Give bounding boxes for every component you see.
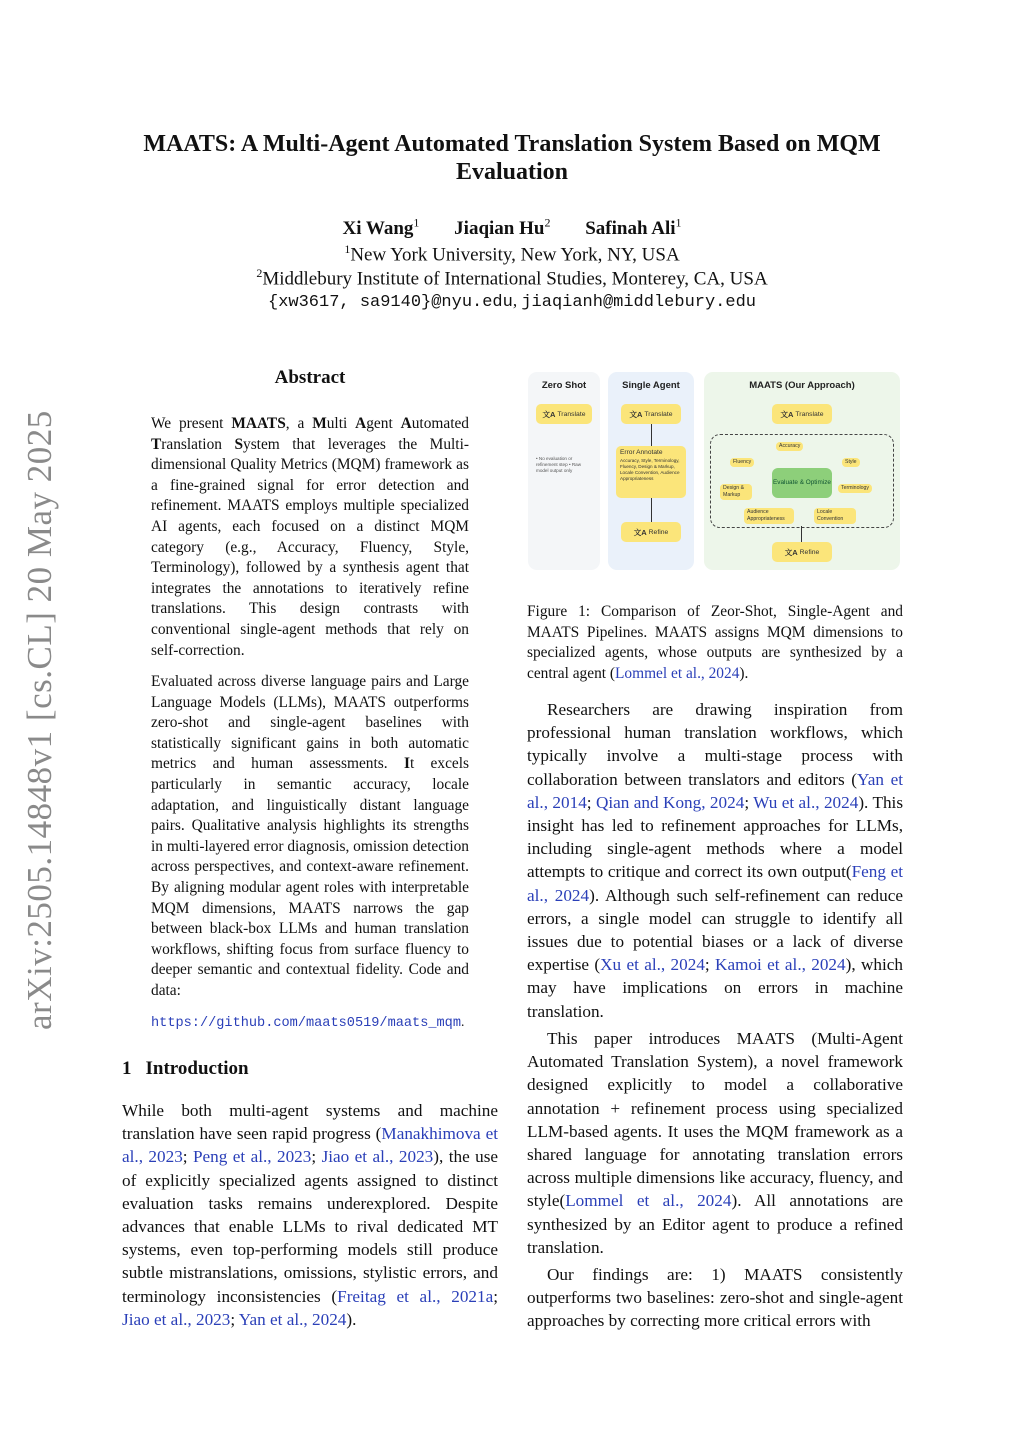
- citation-link[interactable]: Manakhimova et al., 2023: [122, 1124, 499, 1167]
- translate-icon: 文A: [542, 409, 556, 419]
- text-run: ).: [346, 1309, 357, 1329]
- citation-link[interactable]: Lommel et al., 2024: [565, 1191, 732, 1211]
- citation-link[interactable]: Wu et al., 2024: [753, 792, 859, 812]
- agent-fluency: Fluency: [730, 458, 754, 467]
- paper-title: MAATS: A Multi-Agent Automated Translation System Based on MQM Evaluation: [143, 131, 881, 185]
- abstract-paragraph: We present MAATS, a Multi Agent Automated Translation System that leverages the Multi-dimensional Quality Metrics (MQM) framework as a fine-grained signal for error detection and refinement. MAATS employs multiple specialized AI agents, each focused on a distinct MQM category (e.g., Accuracy, Fluency, Style, Terminology), followed by a synthesis agent that integrates the annotations to iteratively refine translations. This design contrasts with conventional single-agent methods that rely on self-correction.: [151, 415, 470, 659]
- email[interactable]: {xw3617, sa9140}@nyu.edu: [268, 293, 513, 312]
- email[interactable]: jiaqianh@middlebury.edu: [521, 293, 756, 312]
- refine-node: 文A Refine: [772, 542, 832, 562]
- citation-link[interactable]: Jiao et al., 2023: [122, 1309, 231, 1329]
- author: Xi Wang$^1$: [342, 216, 420, 240]
- arxiv-stamp: arXiv:2505.14848v1 [cs.CL] 20 May 2025: [20, 410, 59, 1030]
- translate-icon: 文A: [629, 409, 643, 419]
- text-run: ). Although such self-refinement can reduce errors, a single model can struggle to identify all issues due to potential biases or a lack of diverse expertise (: [527, 885, 903, 975]
- translate-node: 文A Translate: [536, 404, 592, 424]
- affiliation: $^1$New York University, New York, NY, USA: [344, 242, 680, 266]
- citation-link[interactable]: Peng et al., 2023: [192, 1147, 312, 1167]
- flow-arrow: [651, 424, 652, 446]
- text-run: While both multi-agent systems and machine translation have seen rapid progress (: [122, 1101, 498, 1144]
- section-heading: 1 Introduction: [122, 1058, 249, 1079]
- intro-paragraph: [122, 1099, 498, 1331]
- body-paragraph: [527, 698, 903, 1023]
- agent-locale: Locale Convention: [814, 508, 856, 524]
- text-run: Researchers are drawing inspiration from professional human translation workflows, which typically involve a multi-stage process with collaboration between translators and editors (: [527, 700, 903, 789]
- text-run: ), the use of explicitly specialized agents assigned to distinct evaluation tasks remains underexplored. Despite advances that enable LLMs to rival dedicated MT systems, even top-performing models still produce subtle mistranslations, omissions, stylistic errors, and terminology inconsistencies (: [122, 1147, 499, 1306]
- single-agent-panel: Single Agent 文A Translate Error Annotate Accuracy, Style, Terminology, Fluency, Design & Markup, Locale Convention, Audience Appropriateness 文A Refine: [608, 372, 694, 570]
- agent-design-markup: Design & Markup: [720, 484, 752, 500]
- text-run: ;: [311, 1147, 322, 1167]
- text-run: Our findings are: 1) MAATS consistently outperforms two baselines: zero-shot and single-agent approaches by correcting more critical errors with: [527, 1265, 903, 1331]
- figure-1: [528, 372, 900, 570]
- translate-node: 文A Translate: [772, 404, 832, 424]
- flow-arrow: [801, 526, 802, 542]
- text-run: ).: [739, 664, 749, 682]
- figure-caption: [527, 602, 903, 684]
- citation-link[interactable]: Xu et al., 2024: [600, 955, 705, 975]
- error-annotate-node: Error Annotate Accuracy, Style, Terminology, Fluency, Design & Markup, Locale Convention, Audience Appropriateness: [616, 446, 686, 498]
- text-run: ). All annotations are synthesized by an Editor agent to produce a refined translation.: [527, 1191, 903, 1257]
- translate-node: 文A Translate: [621, 404, 681, 424]
- text-run: ;: [230, 1309, 239, 1329]
- citation-link[interactable]: Freitag et al., 2021a: [337, 1286, 494, 1306]
- text-run: Figure 1: Comparison of Zeor-Shot, Single-Agent and MAATS Pipelines. MAATS assigns MQM dimensions to specialized agents, whose outputs are synthesized by a central agent (: [527, 603, 903, 682]
- translate-icon: 文A: [784, 547, 798, 557]
- author-list: [110, 216, 914, 240]
- text-run: ). This insight has led to refinement approaches for LLMs, including single-agent methods where a model attempts to critique and correct its own output(: [527, 792, 904, 882]
- citation-link[interactable]: Yan et al., 2014: [527, 769, 903, 812]
- text-run: ;: [586, 792, 596, 812]
- text-run: ;: [182, 1147, 193, 1167]
- body-paragraph: [527, 1263, 903, 1333]
- citation-link[interactable]: Jiao et al., 2023: [321, 1147, 434, 1167]
- body-paragraph: [527, 1027, 903, 1259]
- translate-icon: 文A: [633, 527, 647, 537]
- citation-link[interactable]: Qian and Kong, 2024: [595, 792, 745, 812]
- text-run: ), which may have implications on errors in machine translation.: [527, 955, 903, 1021]
- zero-shot-note: • No evaluation or refinement step • Raw model output only: [536, 456, 582, 473]
- code-link[interactable]: https://github.com/maats0519/maats_mqm: [151, 1016, 461, 1031]
- citation-link[interactable]: Lommel et al., 2024: [615, 664, 740, 682]
- maats-panel: MAATS (Our Approach) 文A Translate Accuracy Fluency Style Design & Markup Terminology Audience Appropriateness Locale Convention Evaluate & Optimize 文A Refine: [704, 372, 900, 570]
- text-run: ;: [493, 1286, 499, 1306]
- text-run: ;: [704, 955, 716, 975]
- author-emails: {xw3617, sa9140}@nyu.edu, jiaqianh@middlebury.edu: [268, 291, 756, 312]
- text-run: ;: [744, 792, 754, 812]
- code-url: https://github.com/maats0519/maats_mqm.: [151, 1014, 465, 1031]
- abstract-paragraph: Evaluated across diverse language pairs and Large Language Models (LLMs), MAATS outperforms zero-shot and single-agent baselines with statistically significant gains in both automatic metrics and human assessments. It excels particularly in semantic accuracy, locale adaptation, and linguistically distant language pairs. Qualitative analysis highlights its strengths in multi-layered error diagnosis, omission detection across perspectives, and context-aware refinement. By aligning modular agent roles with interpretable MQM dimensions, MAATS narrows the gap between black-box LLMs and human translation workflows, shifting focus from surface fluency to deeper semantic and contextual fidelity. Code and data:: [151, 673, 470, 999]
- translate-icon: 文A: [780, 409, 794, 419]
- text-run: This paper introduces MAATS (Multi-Agent Automated Translation System), a novel framework designed explicitly to model a collaborative annotation + refinement process using specialized LLM-based agents. It uses the MQM framework as a shared language for annotating translation errors across multiple dimensions like accuracy, fluency, and style(: [527, 1029, 903, 1211]
- agent-audience: Audience Appropriateness: [744, 508, 794, 524]
- author: Safinah Ali$^1$: [585, 216, 682, 240]
- citation-link[interactable]: Kamoi et al., 2024: [715, 955, 846, 975]
- evaluate-optimize-node: Evaluate & Optimize: [772, 468, 832, 498]
- author: Jiaqian Hu$^2$: [454, 216, 551, 240]
- agent-style: Style: [842, 458, 860, 467]
- refine-node: 文A Refine: [621, 522, 681, 542]
- abstract-heading: Abstract: [274, 367, 346, 388]
- affiliation: $^2$Middlebury Institute of International Studies, Monterey, CA, USA: [256, 266, 768, 290]
- flow-arrow: [651, 498, 652, 522]
- zero-shot-panel: Zero Shot 文A Translate • No evaluation or refinement step • Raw model output only: [528, 372, 600, 570]
- citation-link[interactable]: Yan et al., 2024: [238, 1309, 347, 1329]
- agent-terminology: Terminology: [838, 484, 872, 493]
- citation-link[interactable]: Feng et al., 2024: [527, 862, 903, 905]
- agent-accuracy: Accuracy: [776, 442, 803, 451]
